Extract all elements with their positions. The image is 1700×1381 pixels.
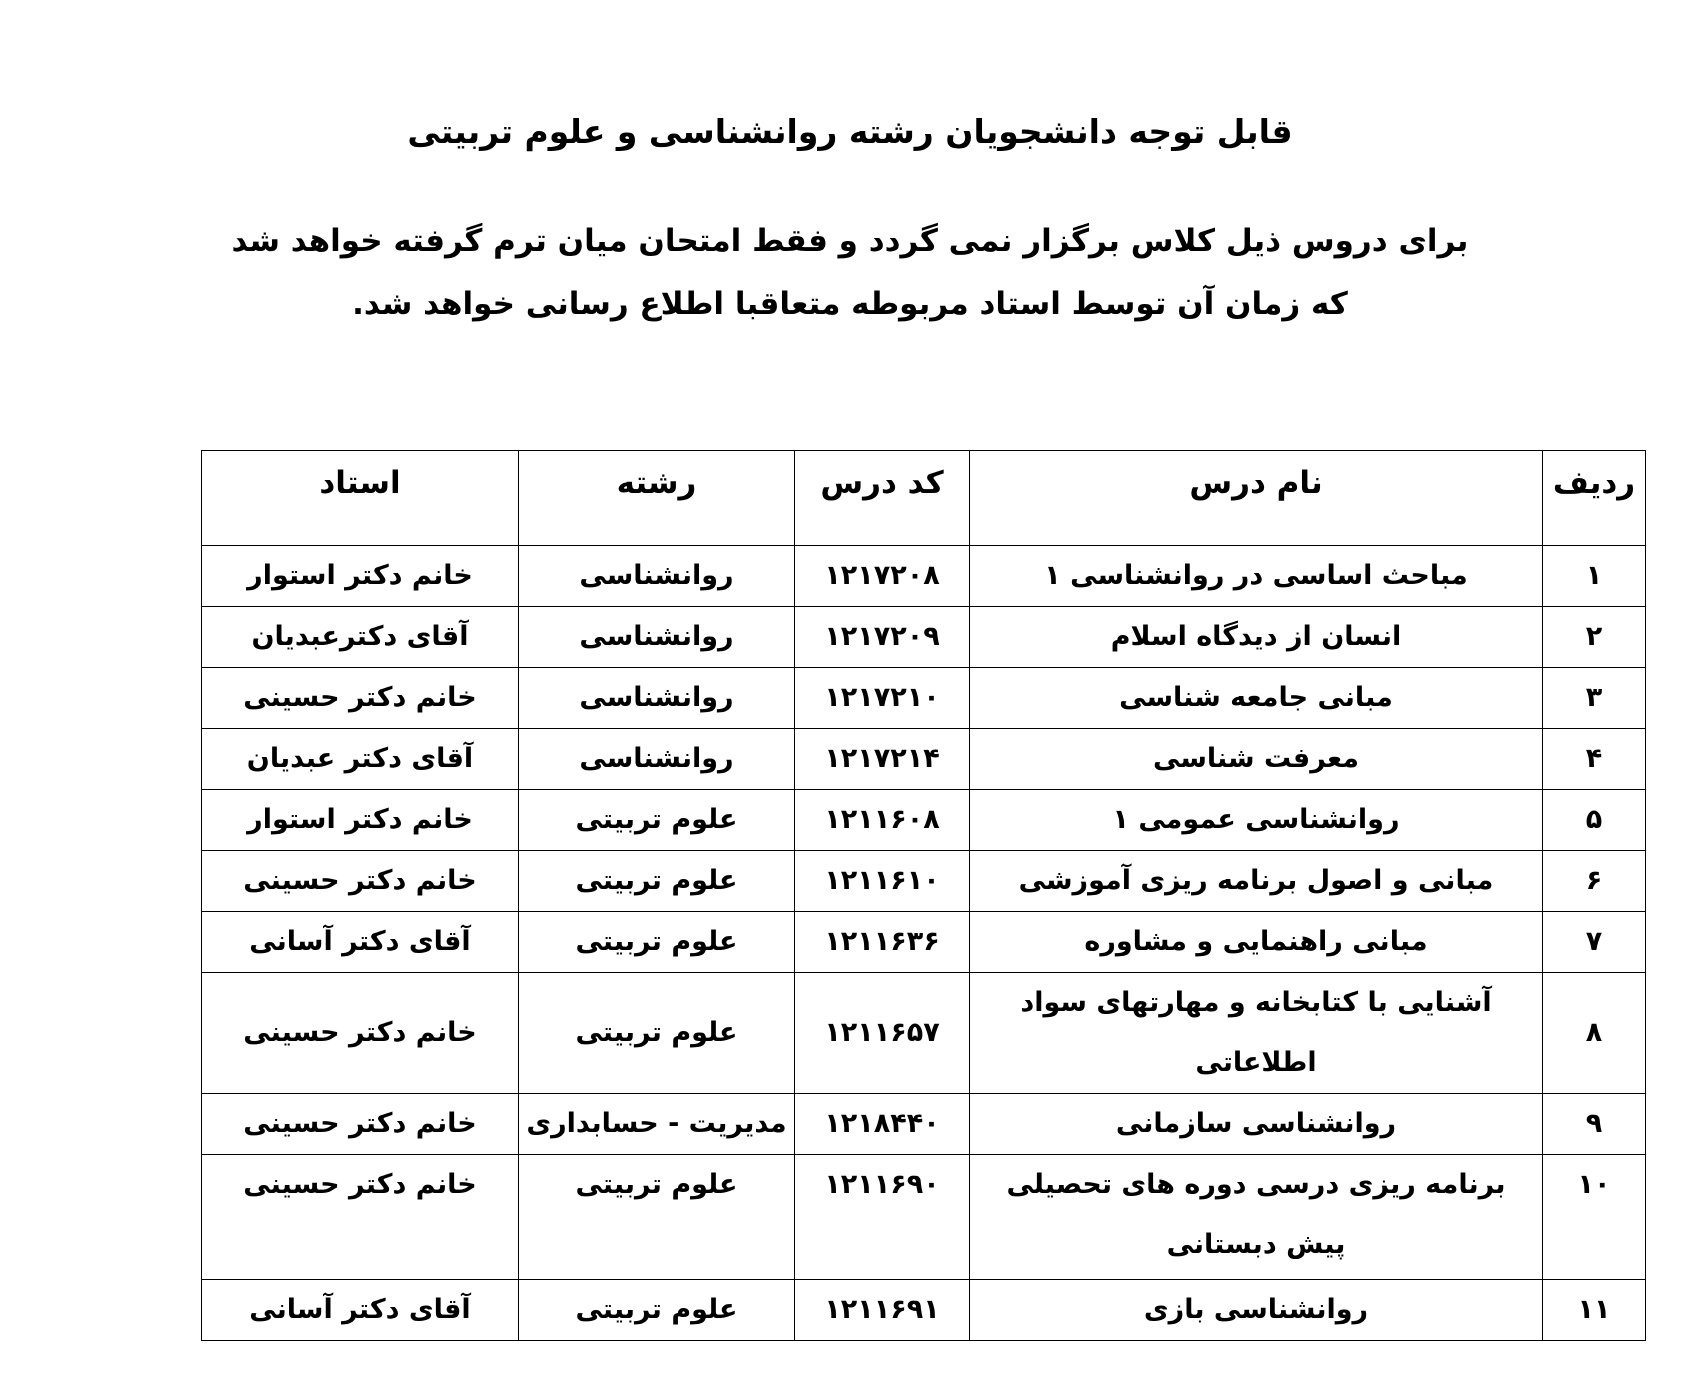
cell-course-name: آشنایی با کتابخانه و مهارتهای سواد اطلاعاتی — [970, 973, 1543, 1094]
cell-row-number: ۷ — [1543, 912, 1646, 973]
cell-row-number: ۴ — [1543, 729, 1646, 790]
cell-row-number: ۱۰ — [1543, 1155, 1646, 1280]
cell-course-name: مباحث اساسی در روانشناسی ۱ — [970, 546, 1543, 607]
table-header — [202, 451, 1646, 546]
cell-course-name: مبانی راهنمایی و مشاوره — [970, 912, 1543, 973]
cell-course-code: ۱۲۱۱۶۰۸ — [795, 790, 970, 851]
cell-course-code: ۱۲۱۷۲۱۰ — [795, 668, 970, 729]
cell-course-code: ۱۲۱۱۶۵۷ — [795, 973, 970, 1094]
cell-row-number: ۸ — [1543, 973, 1646, 1094]
cell-row-number: ۳ — [1543, 668, 1646, 729]
cell-course-name: روانشناسی سازمانی — [970, 1094, 1543, 1155]
table-row — [202, 729, 1646, 790]
cell-field: روانشناسی — [519, 729, 795, 790]
cell-course-name: برنامه ریزی درسی دوره های تحصیلی پیش دبستانی — [970, 1155, 1543, 1280]
courses-table — [201, 450, 1646, 1341]
header-row — [202, 451, 1646, 546]
cell-row-number: ۹ — [1543, 1094, 1646, 1155]
cell-professor: خانم دکتر استوار — [202, 790, 519, 851]
cell-field: علوم تربیتی — [519, 912, 795, 973]
cell-professor: آقای دکتر آسانی — [202, 1280, 519, 1341]
cell-field: مدیریت - حسابداری — [519, 1094, 795, 1155]
cell-course-code: ۱۲۱۷۲۰۹ — [795, 607, 970, 668]
cell-row-number: ۶ — [1543, 851, 1646, 912]
cell-field: علوم تربیتی — [519, 1155, 795, 1280]
page-title: قابل توجه دانشجویان رشته روانشناسی و علوم تربیتی — [407, 112, 1293, 151]
table-row — [202, 607, 1646, 668]
cell-course-code: ۱۲۱۱۶۳۶ — [795, 912, 970, 973]
cell-course-code: ۱۲۱۱۶۹۰ — [795, 1155, 970, 1280]
cell-field: علوم تربیتی — [519, 973, 795, 1094]
cell-professor: خانم دکتر حسینی — [202, 668, 519, 729]
notice-paragraph: برای دروس ذیل کلاس برگزار نمی گردد و فقط امتحان میان ترم گرفته خواهد شد که زمان آن توسط استاد مربوطه متعاقبا اطلاع رسانی خواهد شد. — [231, 223, 1469, 322]
cell-professor: آقای دکتر عبدیان — [202, 729, 519, 790]
cell-professor: آقای دکتر آسانی — [202, 912, 519, 973]
header-course-name: نام درس — [970, 451, 1543, 546]
cell-course-code: ۱۲۱۷۲۰۸ — [795, 546, 970, 607]
cell-course-name: معرفت شناسی — [970, 729, 1543, 790]
header-row-number: ردیف — [1543, 451, 1646, 546]
cell-row-number: ۱۱ — [1543, 1280, 1646, 1341]
cell-course-name: روانشناسی عمومی ۱ — [970, 790, 1543, 851]
cell-professor: خانم دکتر استوار — [202, 546, 519, 607]
cell-professor: خانم دکتر حسینی — [202, 851, 519, 912]
cell-row-number: ۱ — [1543, 546, 1646, 607]
table-row — [202, 973, 1646, 1094]
table-row — [202, 851, 1646, 912]
table-row — [202, 1280, 1646, 1341]
cell-field: روانشناسی — [519, 546, 795, 607]
cell-field: علوم تربیتی — [519, 790, 795, 851]
cell-course-name: مبانی جامعه شناسی — [970, 668, 1543, 729]
table-row — [202, 1155, 1646, 1280]
cell-course-code: ۱۲۱۱۶۹۱ — [795, 1280, 970, 1341]
table-row — [202, 912, 1646, 973]
cell-field: روانشناسی — [519, 607, 795, 668]
cell-course-name: روانشناسی بازی — [970, 1280, 1543, 1341]
cell-professor: آقای دکترعبدیان — [202, 607, 519, 668]
header-professor: استاد — [202, 451, 519, 546]
cell-course-code: ۱۲۱۸۴۴۰ — [795, 1094, 970, 1155]
cell-course-name: انسان از دیدگاه اسلام — [970, 607, 1543, 668]
table-body — [202, 546, 1646, 1341]
table-row — [202, 790, 1646, 851]
cell-professor: خانم دکتر حسینی — [202, 1155, 519, 1280]
cell-course-code: ۱۲۱۱۶۱۰ — [795, 851, 970, 912]
cell-course-code: ۱۲۱۷۲۱۴ — [795, 729, 970, 790]
table-row — [202, 546, 1646, 607]
cell-field: علوم تربیتی — [519, 1280, 795, 1341]
cell-course-name: مبانی و اصول برنامه ریزی آموزشی — [970, 851, 1543, 912]
cell-row-number: ۲ — [1543, 607, 1646, 668]
cell-professor: خانم دکتر حسینی — [202, 973, 519, 1094]
table-row — [202, 1094, 1646, 1155]
table-row — [202, 668, 1646, 729]
header-course-code: کد درس — [795, 451, 970, 546]
cell-field: علوم تربیتی — [519, 851, 795, 912]
cell-row-number: ۵ — [1543, 790, 1646, 851]
cell-professor: خانم دکتر حسینی — [202, 1094, 519, 1155]
cell-field: روانشناسی — [519, 668, 795, 729]
header-field: رشته — [519, 451, 795, 546]
